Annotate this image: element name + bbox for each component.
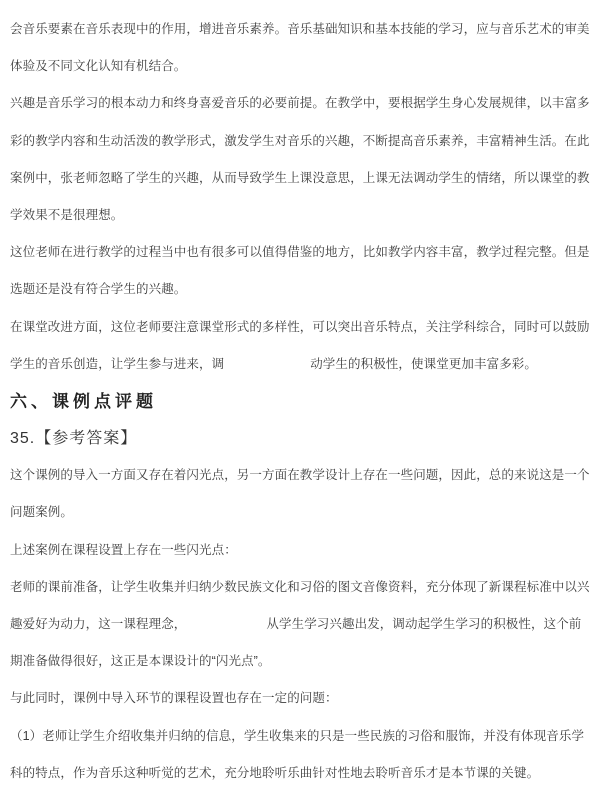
text-line: 会音乐要素在音乐表现中的作用，增进音乐素养。音乐基础知识和基本技能的学习，应与音乐艺术的审美 [10, 22, 590, 36]
text-segment: 趣爱好为动力，这一课程理念， [10, 617, 187, 631]
text-gap [186, 627, 266, 628]
answer-label: 35.【参考答案】 [10, 430, 138, 448]
section-heading: 六、课例点评题 [10, 391, 157, 411]
text-line: 科的特点，作为音乐这种听觉的艺术，充分地聆听乐曲针对性地去聆听音乐才是本节课的关键。 [10, 765, 540, 780]
text-line: 这个课例的导入一方面又存在着闪光点，另一方面在教学设计上存在一些问题，因此，总的来说这是一个 [10, 468, 590, 483]
text-line: 案例中，张老师忽略了学生的兴趣，从而导致学生上课没意思，上课无法调动学生的情绪，所以课堂的教 [10, 170, 590, 185]
text-line-with-gap [10, 346, 592, 383]
text-line: 这位老师在进行教学的过程当中也有很多可以值得借鉴的地方，比如教学内容丰富，教学过程完整。但是 [10, 245, 590, 260]
text-line: 彩的教学内容和生动活泼的教学形式，激发学生对音乐的兴趣，不断提高音乐素养，丰富精神生活。在此 [10, 133, 590, 148]
text-line: 体验及不同文化认知有机结合。 [10, 59, 187, 74]
text-line: 期准备做得很好，这正是本课设计的“闪光点”。 [10, 654, 271, 669]
text-gap [224, 367, 310, 368]
text-line: 上述案例在课程设置上存在一些闪光点： [10, 542, 237, 557]
text-line-with-gap [10, 606, 592, 643]
text-line: 兴趣是音乐学习的根本动力和终身喜爱音乐的必要前提。在教学中，要根据学生身心发展规律，以丰富多 [10, 96, 590, 111]
text-line: 在课堂改进方面，这位老师要注意课堂形式的多样性，可以突出音乐特点，关注学科综合，同时可以鼓励 [10, 319, 590, 334]
text-line: 与此同时，课例中导入环节的课程设置也存在一定的问题： [10, 691, 338, 706]
text-segment: 从学生学习兴趣出发，调动起学生学习的积极性，这个前 [266, 617, 582, 631]
text-segment: 动学生的积极性，使课堂更加丰富多彩。 [310, 356, 538, 371]
text-line: （1）老师让学生介绍收集并归纳的信息，学生收集来的只是一些民族的习俗和服饰，并没有体现音乐学 [10, 728, 585, 743]
text-line: 选题还是没有符合学生的兴趣。 [10, 282, 187, 297]
text-segment: 学生的音乐创造，让学生参与进来，调 [10, 356, 225, 371]
text-line: 问题案例。 [10, 505, 74, 520]
text-line: 学效果不是很理想。 [10, 207, 124, 222]
text-line: 老师的课前准备，让学生收集并归纳少数民族文化和习俗的图文音像资料，充分体现了新课程标准中以兴 [10, 579, 590, 594]
